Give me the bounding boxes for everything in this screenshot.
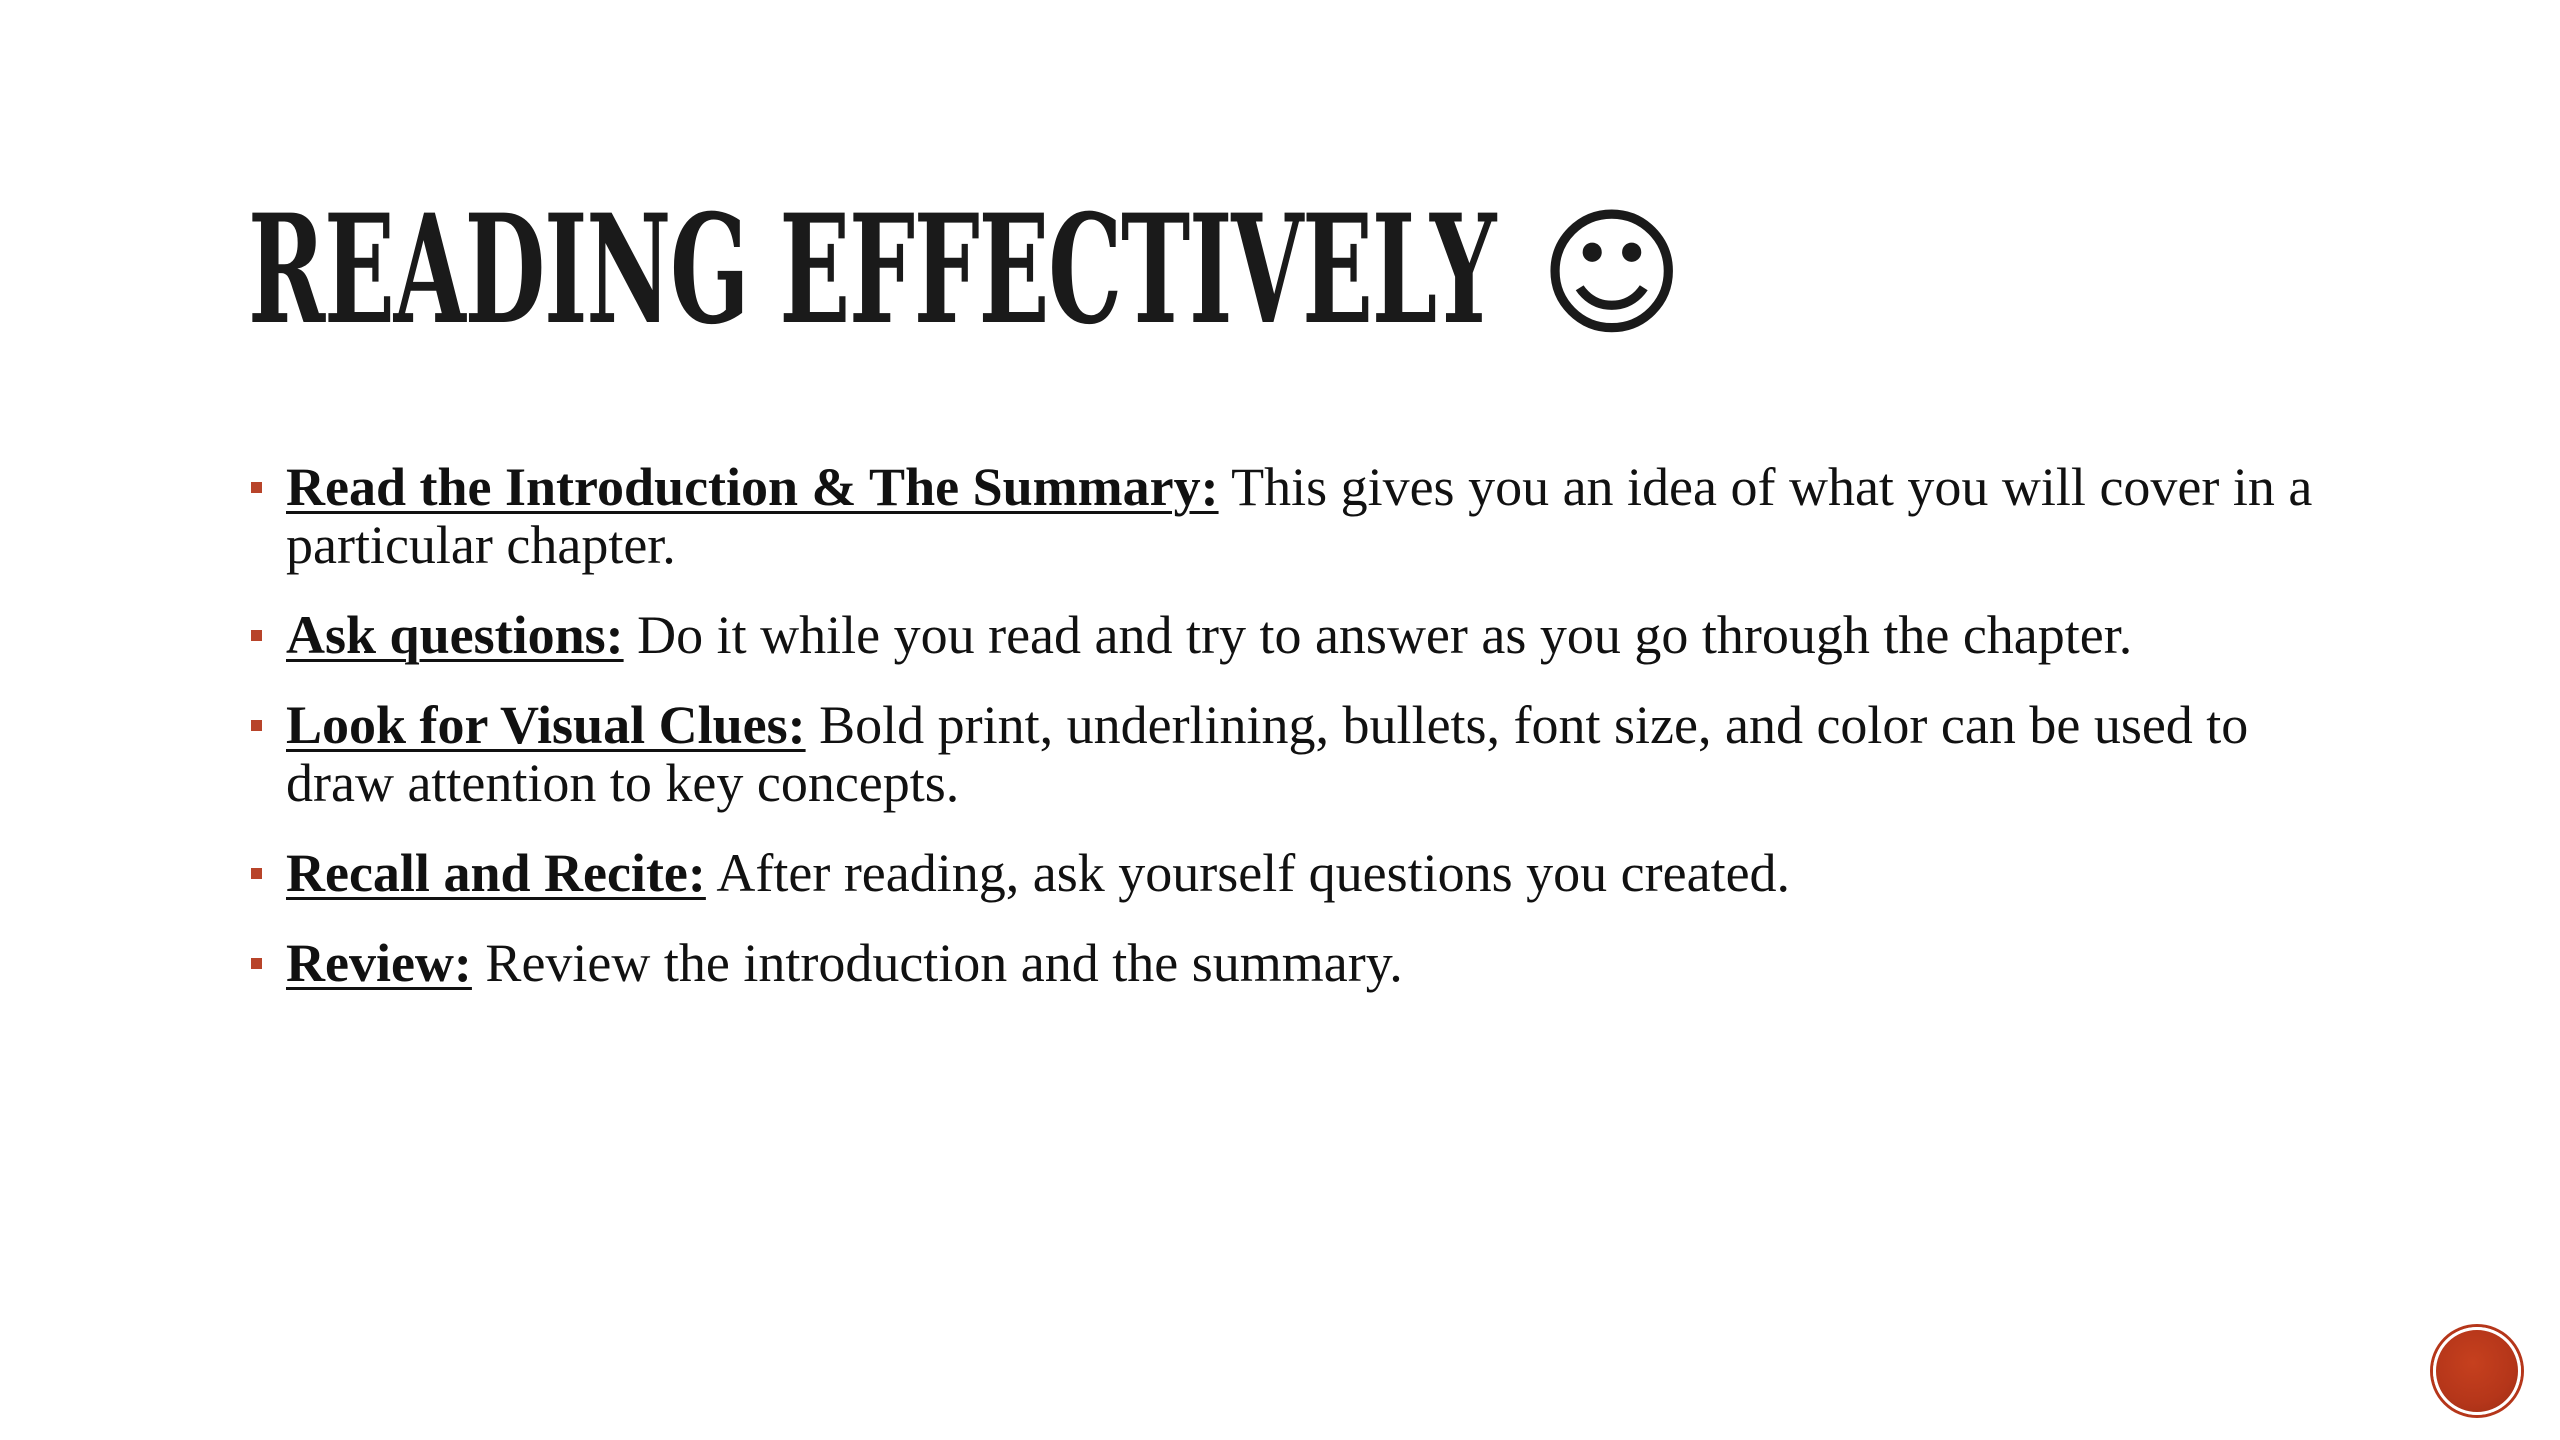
slide-number-badge xyxy=(2433,1327,2521,1415)
bullet-term: Review: xyxy=(286,933,472,993)
slide-title xyxy=(248,182,1683,358)
bullet-marker-icon xyxy=(251,630,262,641)
slide-title-text: READING EFFECTIVELY xyxy=(248,182,1496,358)
bullet-marker-icon xyxy=(251,482,262,493)
bullet-marker-icon xyxy=(251,958,262,969)
bullet-item xyxy=(248,458,2368,574)
bullet-item xyxy=(248,696,2368,812)
bullet-text: Bold print, underlining, bullets, font size, and color can be used to draw attention to key concepts. xyxy=(286,695,2249,813)
bullet-term: Look for Visual Clues: xyxy=(286,695,806,755)
bullet-term: Ask questions: xyxy=(286,605,624,665)
bullet-text: After reading, ask yourself questions you created. xyxy=(705,843,1791,903)
bullet-text: Do it while you read and try to answer as you go through the chapter. xyxy=(623,605,2133,665)
bullet-marker-icon xyxy=(251,720,262,731)
bullet-item xyxy=(248,934,2368,992)
bullet-item xyxy=(248,606,2368,664)
bullet-marker-icon xyxy=(251,868,262,879)
bullet-text: Review the introduction and the summary. xyxy=(471,933,1403,993)
bullet-text: This gives you an idea of what you will cover in a particular chapter. xyxy=(286,457,2313,575)
smiley-icon: ☺ xyxy=(1538,193,1683,356)
bullet-item xyxy=(248,844,2368,902)
bullet-list xyxy=(248,458,2368,1024)
bullet-term: Read the Introduction & The Summary: xyxy=(286,457,1219,517)
bullet-term: Recall and Recite: xyxy=(286,843,706,903)
